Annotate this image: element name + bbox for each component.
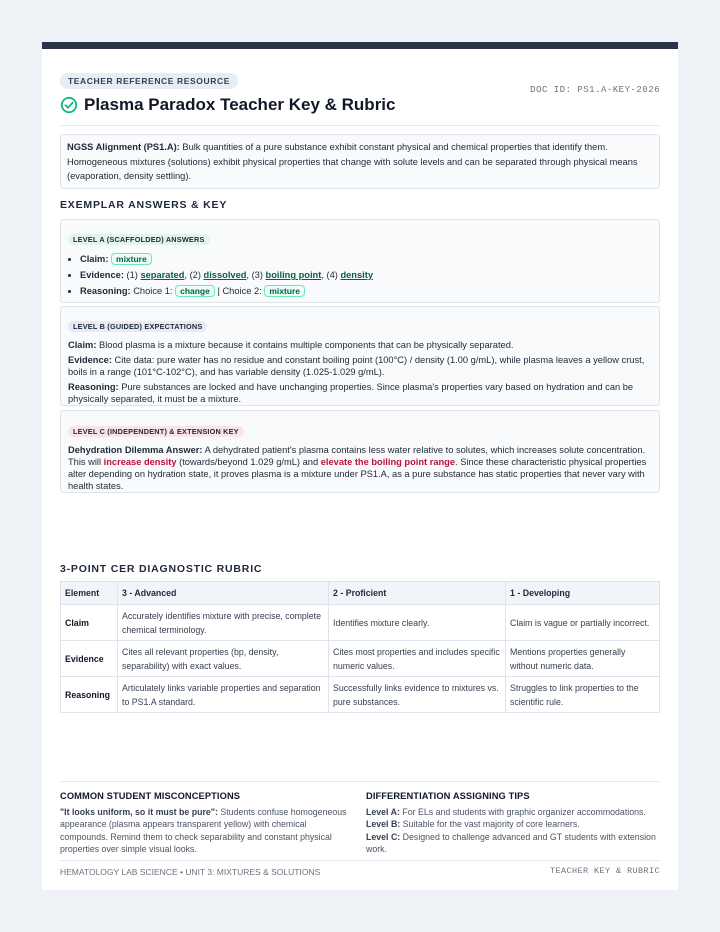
differentiation-heading: DIFFERENTIATION ASSIGNING TIPS [366, 791, 530, 801]
highlight-text: increase density [103, 457, 177, 467]
level-a-tag: LEVEL A (SCAFFOLDED) ANSWERS [68, 234, 210, 245]
tip-text: Suitable for the vast majority of core learners. [400, 819, 580, 829]
doc-id: DOC ID: PS1.A-KEY-2026 [530, 85, 660, 95]
level-b-claim [68, 339, 652, 351]
table-row [61, 641, 660, 677]
dilemma-label: Dehydration Dilemma Answer: [68, 445, 203, 455]
rubric-table [60, 581, 660, 713]
level-c-tag: LEVEL C (INDEPENDENT) & EXTENSION KEY [68, 426, 244, 437]
answer-text: (towards/beyond 1.029 g/mL) and [176, 457, 321, 467]
tip-text: Designed to challenge advanced and GT students with extension work. [366, 831, 656, 854]
level-b-box [60, 306, 660, 406]
level-c-box [60, 410, 660, 493]
answer-text: . Since these characteristic physical properties alter depending on hydration state, it proves plasma is a mixture under PS1.A, as a pure substance has static properties that never vary with health states. [68, 457, 647, 491]
level-c-answer [68, 444, 652, 492]
ngss-text: Bulk quantities of a pure substance exhibit constant physical and chemical properties that identify them. Homogeneous mixtures (solutions) exhibit physical properties that change with solute levels and can be separated through physical means (evaporation, density settling). [67, 142, 638, 181]
exemplar-heading: EXEMPLAR ANSWERS & KEY [60, 199, 228, 211]
page-title: Plasma Paradox Teacher Key & Rubric [84, 95, 396, 114]
reasoning-label: Reasoning: [80, 286, 131, 296]
list-number: , (3) [246, 270, 266, 280]
column-header: 2 - Proficient [329, 582, 506, 605]
check-circle-icon [60, 96, 78, 114]
table-cell: Struggles to link properties to the scientific rule. [506, 677, 660, 713]
list-item [80, 253, 652, 265]
misconception-text [60, 806, 356, 856]
choice-label: | Choice 2: [217, 286, 262, 296]
document-page [42, 42, 678, 890]
level-b-tag: LEVEL B (GUIDED) EXPECTATIONS [68, 321, 207, 332]
answer-word: separated [140, 270, 185, 280]
differentiation-section [366, 790, 662, 856]
table-cell: Mentions properties generally without numeric data. [506, 641, 660, 677]
answer-chip: mixture [111, 253, 152, 265]
answer-word: boiling point [265, 270, 322, 280]
column-header: 3 - Advanced [118, 582, 329, 605]
answer-chip: change [175, 285, 215, 297]
tip-label: Level A: [366, 806, 400, 817]
column-header: Element [61, 582, 118, 605]
evidence-text: Cite data: pure water has no residue and constant boiling point (100°C) / density (1.00 g/mL), while plasma leaves a yellow crust, boils in a range (101°C-102°C), and has variable density (1.025-1.029 g/mL). [68, 355, 645, 377]
tip-level-b [366, 818, 662, 831]
misconceptions-section [60, 790, 356, 856]
level-b-reasoning [68, 381, 652, 405]
header-divider [60, 125, 660, 126]
claim-label: Claim: [68, 340, 97, 350]
table-cell: Identifies mixture clearly. [329, 605, 506, 641]
level-a-box [60, 219, 660, 303]
table-cell: Articulately links variable properties and separation to PS1.A standard. [118, 677, 329, 713]
level-a-answers [68, 253, 652, 297]
ngss-alignment-box [60, 134, 660, 189]
title-row [60, 95, 396, 115]
tip-label: Level C: [366, 831, 401, 842]
table-cell: Evidence [61, 641, 118, 677]
ngss-label: NGSS Alignment (PS1.A): [67, 142, 180, 152]
table-cell: Cites most properties and includes specific numeric values. [329, 641, 506, 677]
table-cell: Successfully links evidence to mixtures vs. pure substances. [329, 677, 506, 713]
rubric-heading: 3-POINT CER DIAGNOSTIC RUBRIC [60, 563, 263, 575]
answer-word: dissolved [203, 270, 247, 280]
list-number: , (2) [184, 270, 204, 280]
table-cell: Cites all relevant properties (bp, density, separability) with exact values. [118, 641, 329, 677]
list-number: , (4) [321, 270, 341, 280]
table-cell: Accurately identifies mixture with precise, complete chemical terminology. [118, 605, 329, 641]
table-cell: Claim [61, 605, 118, 641]
evidence-label: Evidence: [80, 270, 124, 280]
list-number: (1) [126, 270, 141, 280]
choice-label: Choice 1: [133, 286, 173, 296]
claim-label: Claim: [80, 254, 109, 264]
tip-text: For ELs and students with graphic organizer accommodations. [399, 806, 646, 817]
misconceptions-heading: COMMON STUDENT MISCONCEPTIONS [60, 791, 241, 801]
misconception-quote: "It looks uniform, so it must be pure": [60, 806, 218, 817]
table-row [61, 605, 660, 641]
level-b-evidence [68, 354, 652, 378]
tip-level-c [366, 831, 662, 856]
answer-text: A dehydrated patient's plasma contains less water relative to solutes, which increases solute concentration. This will [68, 445, 646, 467]
footer-right: TEACHER KEY & RUBRIC [549, 866, 660, 876]
table-header-row [61, 582, 660, 605]
reasoning-label: Reasoning: [68, 382, 119, 392]
footer-left: HEMATOLOGY LAB SCIENCE • UNIT 3: MIXTURES & SOLUTIONS [60, 867, 321, 877]
tip-label: Level B: [366, 819, 401, 829]
reasoning-text: Pure substances are locked and have unchanging properties. Since plasma's properties vary based on hydration and can be physically separated, it must be a mixture. [68, 382, 634, 404]
list-item [80, 285, 652, 297]
table-cell: Reasoning [61, 677, 118, 713]
answer-chip: mixture [264, 285, 305, 297]
claim-text: Blood plasma is a mixture because it contains multiple components that can be physically separated. [96, 340, 514, 350]
table-row [61, 677, 660, 713]
list-item [80, 269, 652, 281]
misconception-body: Students confuse homogeneous appearance (plasma appears transparent yellow) with chemical compounds. Remind them to check separability and constant physical properties over simple visual looks. [60, 806, 347, 854]
answer-word: density [340, 270, 373, 280]
highlight-text: elevate the boiling point range [320, 457, 456, 467]
resource-badge: TEACHER REFERENCE RESOURCE [60, 73, 238, 89]
table-cell: Claim is vague or partially incorrect. [506, 605, 660, 641]
footer-divider [60, 860, 660, 861]
tip-level-a [366, 806, 662, 819]
column-header: 1 - Developing [506, 582, 660, 605]
section-divider [60, 781, 660, 782]
evidence-label: Evidence: [68, 355, 112, 365]
